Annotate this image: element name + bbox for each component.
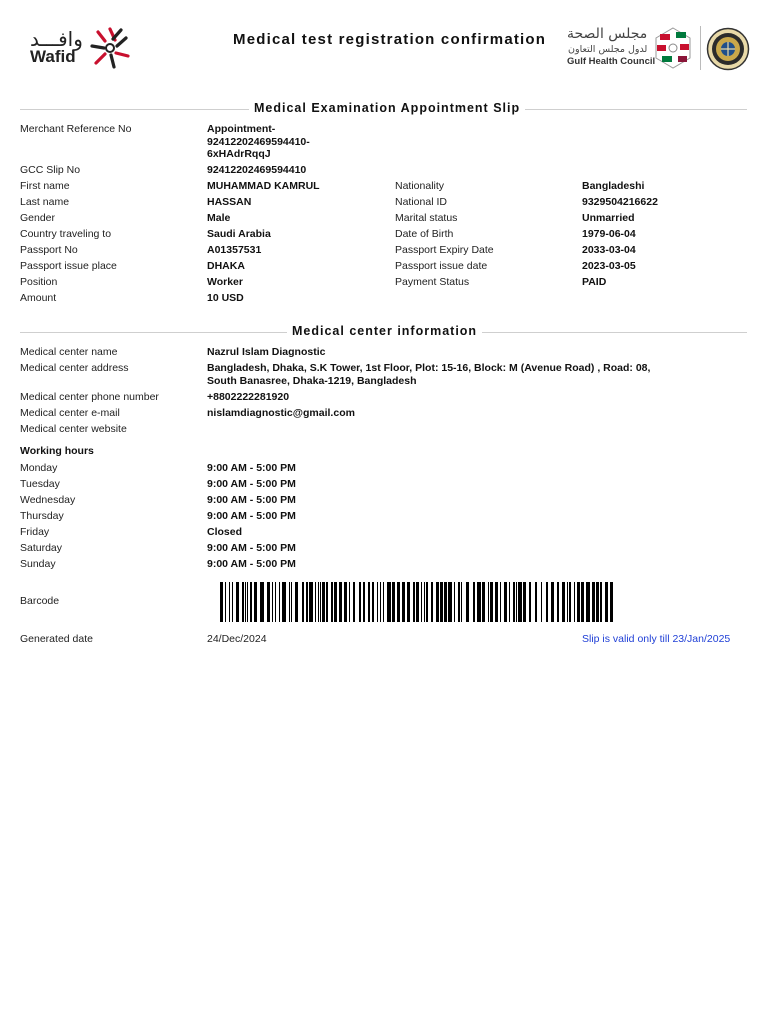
merchant-ref-line-1: Appointment- xyxy=(207,123,276,135)
day-label-thursday: Thursday xyxy=(20,510,64,522)
country-traveling-label: Country traveling to xyxy=(20,228,112,240)
medical-center-section-title: Medical center information xyxy=(287,324,482,338)
barcode-bar xyxy=(513,582,515,622)
barcode-bar xyxy=(315,582,316,622)
hours-tuesday: 9:00 AM - 5:00 PM xyxy=(207,478,296,490)
barcode-bar xyxy=(377,582,378,622)
barcode-label: Barcode xyxy=(20,595,60,607)
merchant-ref-label: Merchant Reference No xyxy=(20,123,132,135)
barcode-bar xyxy=(289,582,290,622)
ghc-hexagon-icon xyxy=(652,26,694,70)
nationality-label: Nationality xyxy=(395,180,445,192)
barcode-bar xyxy=(461,582,462,622)
barcode-bar xyxy=(541,582,542,622)
gender-label: Gender xyxy=(20,212,56,224)
barcode-bar xyxy=(318,582,319,622)
barcode-bar xyxy=(610,582,613,622)
day-label-sunday: Sunday xyxy=(20,558,56,570)
passport-place-value: DHAKA xyxy=(207,260,245,272)
barcode-image xyxy=(218,582,614,622)
barcode-bar xyxy=(245,582,246,622)
barcode-bar xyxy=(242,582,244,622)
barcode-bar xyxy=(466,582,469,622)
barcode-bar xyxy=(440,582,443,622)
passport-issue-date-label: Passport issue date xyxy=(395,260,488,272)
barcode-bar xyxy=(349,582,350,622)
amount-value: 10 USD xyxy=(207,292,244,304)
barcode-bar xyxy=(267,582,270,622)
barcode-bar xyxy=(275,582,276,622)
ghc-english-text: Gulf Health Council xyxy=(567,56,656,67)
ghc-arabic-line2: لدول مجلس التعاون xyxy=(568,44,648,55)
barcode-bar xyxy=(488,582,489,622)
barcode-bar xyxy=(421,582,422,622)
barcode-bar xyxy=(424,582,425,622)
barcode-bar xyxy=(272,582,273,622)
day-label-wednesday: Wednesday xyxy=(20,494,76,506)
hours-sunday: 9:00 AM - 5:00 PM xyxy=(207,558,296,570)
passport-expiry-label: Passport Expiry Date xyxy=(395,244,494,256)
marital-status-label: Marital status xyxy=(395,212,458,224)
barcode-bar xyxy=(229,582,230,622)
barcode-bar xyxy=(562,582,565,622)
barcode-bar xyxy=(334,582,337,622)
appointment-section-title: Medical Examination Appointment Slip xyxy=(249,101,525,115)
gcc-slip-label: GCC Slip No xyxy=(20,164,81,176)
hours-wednesday: 9:00 AM - 5:00 PM xyxy=(207,494,296,506)
day-label-friday: Friday xyxy=(20,526,50,538)
barcode-bar xyxy=(431,582,433,622)
barcode-bar xyxy=(309,582,313,622)
day-label-saturday: Saturday xyxy=(20,542,63,554)
barcode-bar xyxy=(444,582,447,622)
barcode-bar xyxy=(477,582,481,622)
wafid-english-text: Wafid xyxy=(30,47,76,66)
barcode-bar xyxy=(372,582,374,622)
center-phone-value: +8802222281920 xyxy=(207,391,290,403)
generated-date-label: Generated date xyxy=(20,633,93,645)
center-address-line-1: Bangladesh, Dhaka, S.K Tower, 1st Floor, Plot: 15-16, Block: M (Avenue Road) , Road: 08, xyxy=(207,362,651,374)
center-phone-label: Medical center phone number xyxy=(20,391,159,403)
center-website-label: Medical center website xyxy=(20,423,127,435)
barcode-bar xyxy=(557,582,559,622)
gcc-emblem-icon xyxy=(706,27,750,71)
barcode-bar xyxy=(368,582,370,622)
passport-issue-date-value: 2023-03-05 xyxy=(582,260,636,272)
barcode-bar xyxy=(397,582,400,622)
last-name-label: Last name xyxy=(20,196,70,208)
barcode-bar xyxy=(586,582,590,622)
barcode-bar xyxy=(320,582,321,622)
barcode-bar xyxy=(339,582,342,622)
barcode-bar xyxy=(220,582,223,622)
barcode-bar xyxy=(407,582,410,622)
barcode-bar xyxy=(448,582,452,622)
barcode-bar xyxy=(523,582,526,622)
gcc-slip-value: 92412202469594410 xyxy=(207,164,307,176)
dob-value: 1979-06-04 xyxy=(582,228,636,240)
barcode-bar xyxy=(596,582,599,622)
barcode-bar xyxy=(546,582,548,622)
amount-label: Amount xyxy=(20,292,57,304)
country-traveling-value: Saudi Arabia xyxy=(207,228,271,240)
barcode-bar xyxy=(413,582,415,622)
barcode-bar xyxy=(416,582,419,622)
generated-date-value: 24/Dec/2024 xyxy=(207,633,267,645)
barcode-bar xyxy=(236,582,239,622)
barcode-bar xyxy=(232,582,233,622)
barcode-bar xyxy=(331,582,333,622)
national-id-label: National ID xyxy=(395,196,447,208)
barcode-bar xyxy=(509,582,510,622)
day-label-tuesday: Tuesday xyxy=(20,478,60,490)
barcode-bar xyxy=(600,582,602,622)
barcode-bar xyxy=(567,582,568,622)
center-address-label: Medical center address xyxy=(20,362,129,374)
barcode-bar xyxy=(326,582,328,622)
barcode-bar xyxy=(295,582,298,622)
center-name-value: Nazrul Islam Diagnostic xyxy=(207,346,326,358)
barcode-bar xyxy=(504,582,507,622)
barcode-bar xyxy=(306,582,308,622)
barcode-bar xyxy=(353,582,355,622)
national-id-value: 9329504216622 xyxy=(582,196,658,208)
barcode-bar xyxy=(282,582,286,622)
barcode-bar xyxy=(535,582,537,622)
barcode-bar xyxy=(254,582,257,622)
first-name-label: First name xyxy=(20,180,70,192)
barcode-bar xyxy=(225,582,226,622)
barcode-bar xyxy=(569,582,571,622)
barcode-bar xyxy=(260,582,264,622)
passport-place-label: Passport issue place xyxy=(20,260,117,272)
barcode-bar xyxy=(577,582,580,622)
barcode-bar xyxy=(402,582,405,622)
barcode-bar xyxy=(529,582,531,622)
barcode-bar xyxy=(551,582,554,622)
payment-status-label: Payment Status xyxy=(395,276,470,288)
barcode-bar xyxy=(247,582,248,622)
day-label-monday: Monday xyxy=(20,462,58,474)
merchant-ref-line-2: 92412202469594410- xyxy=(207,136,310,148)
barcode-bar xyxy=(581,582,584,622)
barcode-bar xyxy=(363,582,365,622)
barcode-bar xyxy=(383,582,384,622)
barcode-bar xyxy=(458,582,460,622)
logo-divider xyxy=(700,26,701,70)
first-name-value: MUHAMMAD KAMRUL xyxy=(207,180,320,192)
position-label: Position xyxy=(20,276,58,288)
barcode-bar xyxy=(574,582,575,622)
barcode-bar xyxy=(426,582,428,622)
barcode-bar xyxy=(302,582,304,622)
hours-saturday: 9:00 AM - 5:00 PM xyxy=(207,542,296,554)
barcode-bar xyxy=(359,582,361,622)
wafid-star-icon xyxy=(88,26,132,70)
working-hours-title: Working hours xyxy=(20,445,94,457)
center-email-label: Medical center e-mail xyxy=(20,407,120,419)
nationality-value: Bangladeshi xyxy=(582,180,645,192)
merchant-ref-line-3: 6xHAdrRqqJ xyxy=(207,148,271,160)
passport-no-value: A01357531 xyxy=(207,244,262,256)
barcode-bar xyxy=(500,582,501,622)
barcode-bar xyxy=(605,582,608,622)
barcode-bar xyxy=(495,582,498,622)
gender-value: Male xyxy=(207,212,231,224)
barcode-bar xyxy=(436,582,439,622)
last-name-value: HASSAN xyxy=(207,196,252,208)
barcode-bar xyxy=(482,582,485,622)
hours-thursday: 9:00 AM - 5:00 PM xyxy=(207,510,296,522)
passport-expiry-value: 2033-03-04 xyxy=(582,244,636,256)
barcode-bar xyxy=(516,582,517,622)
position-value: Worker xyxy=(207,276,243,288)
document-title: Medical test registration confirmation xyxy=(233,31,547,48)
barcode-bar xyxy=(322,582,325,622)
barcode-bar xyxy=(380,582,381,622)
ghc-arabic-line1: مجلس الصحة xyxy=(567,26,648,42)
wafid-arabic-text: وافـــد xyxy=(30,27,83,51)
barcode-bar xyxy=(454,582,455,622)
barcode-bar xyxy=(250,582,252,622)
dob-label: Date of Birth xyxy=(395,228,454,240)
barcode-bar xyxy=(387,582,391,622)
barcode-bar xyxy=(473,582,475,622)
barcode-bar xyxy=(344,582,347,622)
center-name-label: Medical center name xyxy=(20,346,118,358)
barcode-bar xyxy=(279,582,280,622)
hours-friday: Closed xyxy=(207,526,243,538)
center-address-line-2: South Banasree, Dhaka-1219, Bangladesh xyxy=(207,375,417,387)
barcode-bar xyxy=(518,582,522,622)
passport-no-label: Passport No xyxy=(20,244,78,256)
barcode-bar xyxy=(291,582,292,622)
marital-status-value: Unmarried xyxy=(582,212,635,224)
barcode-bar xyxy=(392,582,395,622)
center-email-value: nislamdiagnostic@gmail.com xyxy=(207,407,355,419)
payment-status-value: PAID xyxy=(582,276,607,288)
hours-monday: 9:00 AM - 5:00 PM xyxy=(207,462,296,474)
validity-notice: Slip is valid only till 23/Jan/2025 xyxy=(582,633,731,645)
barcode-bar xyxy=(490,582,493,622)
barcode-bar xyxy=(592,582,595,622)
